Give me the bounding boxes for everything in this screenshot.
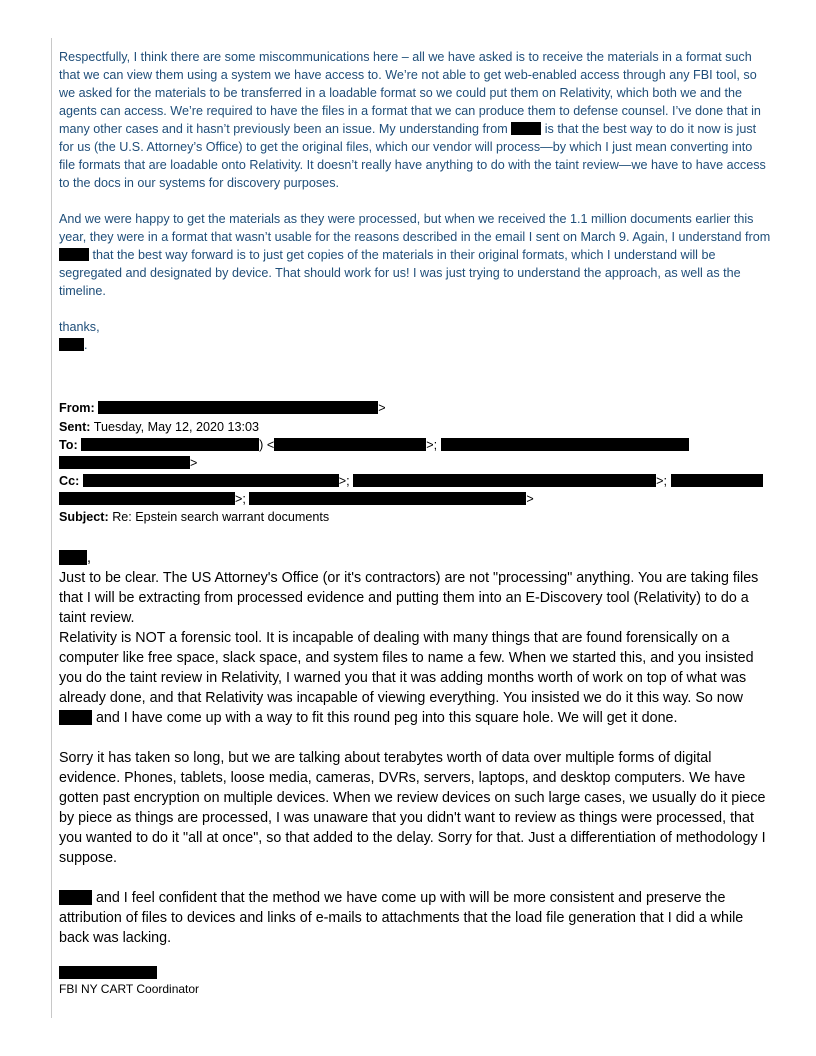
email-body (59, 548, 771, 948)
body-paragraph-3: Sorry it has taken so long, but we are talking about terabytes worth of data over multiple forms of digital evidence. Phones, tablets, loose media, cameras, DVRs, servers, laptops, and desktop computers. We have gotten past encryption on multiple devices. When we review devices on such large cases, we usually do it piece by piece as things are processed, I was unaware that you didn't want to review as things were processed, that you wanted to do it "all at once", so that added to the delay. Sorry for that. Just a differentiation of methodology I suppose. (59, 750, 766, 866)
salutation: , (59, 548, 771, 568)
redaction (59, 456, 190, 469)
redaction (59, 248, 89, 261)
redaction (671, 474, 763, 487)
redaction (353, 474, 656, 487)
redaction (81, 438, 259, 451)
redaction (98, 401, 378, 414)
signature-title: FBI NY CART Coordinator (59, 982, 200, 996)
redaction (59, 890, 92, 905)
reply-paragraph-2: And we were happy to get the materials as they were processed, but when we received the 1.1 million documents earlier this year, they were in a format that wasn’t usable for the reasons described in the email I sent on March 9. Again, I understand from that the best way forward is to just get copies of the materials in their original formats, which I understand will be segregated and designated by device. That should work for us! I was just trying to understand the approach, as well as the timeline. (59, 212, 771, 298)
redaction (59, 492, 235, 505)
redaction (274, 438, 426, 451)
signature (59, 966, 199, 996)
redaction (511, 122, 541, 135)
reply-paragraph-1: Respectfully, I think there are some miscommunications here – all we have asked is to receive the materials in a format such that we can view them using a system we have access to. We’re not able to get web-enabled access through any FBI tool, so we asked for the materials to be transferred in a loadable format so we could put them on Relativity, which both we and the agents can access. We’re required to have the files in a format that we can produce them to defense counsel. I’ve done that in many other cases and it hasn’t previously been an issue. My understanding from is that the best way to do it now is just for us (the U.S. Attorney’s Office) to get the original files, which our vendor will process—by which I just mean converting into file formats that are loadable onto Relativity. It doesn’t really have anything to do with the taint review—we have to have access to the docs in our systems for discovery purposes. (59, 50, 766, 190)
body-paragraph-1: Just to be clear. The US Attorney's Office (or it's contractors) are not "processing" anything. You are taking files that I will be extracting from processed evidence and putting them into an E-Discovery tool (Relativity) to do a taint review. (59, 570, 759, 626)
redaction (249, 492, 526, 505)
cc-line: Cc: >; >; (59, 473, 779, 490)
subject-line: Subject: Re: Epstein search warrant documents (59, 510, 330, 524)
redaction (59, 338, 84, 351)
from-line: From: > (59, 401, 386, 415)
redaction (441, 438, 689, 451)
redaction (59, 550, 87, 565)
quoted-reply (59, 48, 771, 354)
sent-line: Sent: Tuesday, May 12, 2020 13:03 (59, 420, 259, 434)
redaction (83, 474, 339, 487)
to-line: To: ) < >; (59, 437, 779, 454)
reply-closing: thanks, (59, 320, 100, 334)
body-paragraph-2: Relativity is NOT a forensic tool. It is incapable of dealing with many things that are found forensically on a computer like free space, slack space, and system files to name a few. When we started this, and you insisted you do the taint review in Relativity, I warned you that it was adding months worth of work on top of what was already done, and that Relativity was incapable of viewing everything. You insisted we do it this way. So now and I have come up with a way to fit this round peg into this square hole. We will get it done. (59, 630, 754, 726)
body-paragraph-4: and I feel confident that the method we have come up with will be more consistent and preserve the attribution of files to devices and links of e-mails to attachments that the load file generation that I did a while back was lacking. (59, 890, 744, 946)
quote-rule (51, 38, 52, 1018)
reply-signature: . (59, 336, 771, 354)
redaction (59, 710, 92, 725)
to-line-continued: > (59, 455, 779, 472)
redaction (59, 966, 157, 979)
cc-line-continued: >; > (59, 491, 779, 508)
